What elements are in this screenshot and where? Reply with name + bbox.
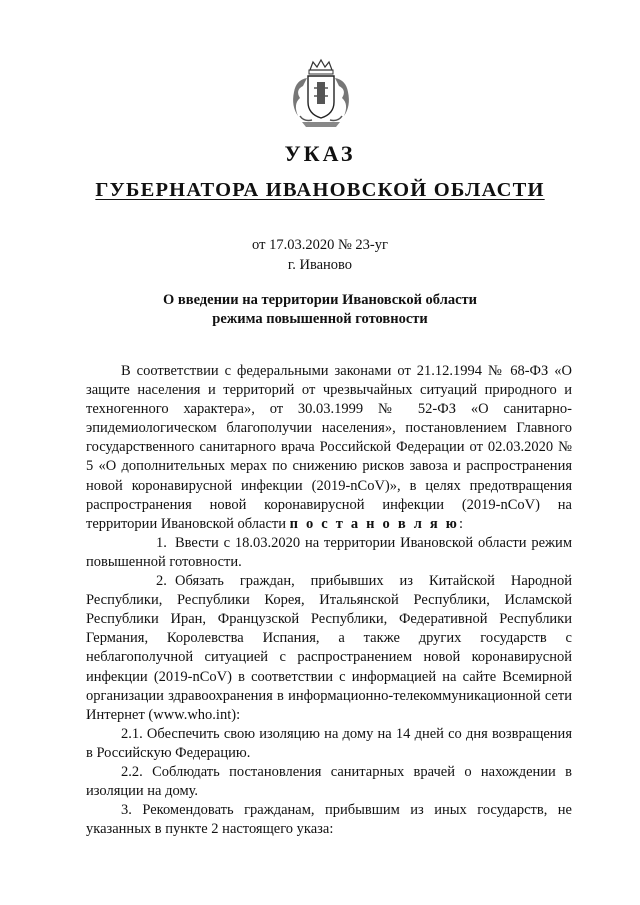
subject-line-1: О введении на территории Ивановской области <box>163 292 477 308</box>
item-1: 1. Ввести с 18.03.2020 на территории Ивановской области режим повышенной готовности. <box>86 534 572 570</box>
decree-word: п о с т а н о в л я ю <box>289 515 459 532</box>
document-type: УКАЗ <box>284 141 356 166</box>
date-number: от 17.03.2020 № 23-уг <box>252 237 388 253</box>
issuer-title: ГУБЕРНАТОРА ИВАНОВСКОЙ ОБЛАСТИ <box>95 179 545 201</box>
city: г. Иваново <box>287 257 353 273</box>
item-2-2: 2.2. Соблюдать постановления санитарных врачей о нахождении в изоляции на дому. <box>86 763 572 800</box>
document-body <box>86 362 572 839</box>
item-2-1: 2.1. Обеспечить свою изоляцию на дому на 14 дней со дня возвращения в Российскую Федерацию. <box>86 725 572 761</box>
preamble-paragraph: В соответствии с федеральными законами от 21.12.1994 № 68-ФЗ «О защите населения и территорий от чрезвычайных ситуаций природного и техногенного характера», от 30.03.1999 № 52-ФЗ «О санитарно-эпидемиологическом благополучии населения», постановлением Главного государственного санитарного врача Российской Федерации от 02.03.2020 № 5 «О дополнительных мерах по снижению рисков завоза и распространения новой коронавирусной инфекции (2019-nCoV)», в целях предотвращения распространения новой коронавирусной инфекции (2019-nCoV) на территории Ивановской области п о с т а н о в л я ю: <box>86 363 572 532</box>
item-3: 3. Рекомендовать гражданам, прибывшим из иных государств, не указанных в пункте 2 настоящего указа: <box>86 802 572 838</box>
item-2: 2. Обязать граждан, прибывших из Китайской Народной Республики, Республики Корея, Итальянской Республики, Исламской Республики Иран, Французской Республики, Федеративной Республики Германия, Королевства Испания, а также других государств с неблагополучной ситуацией с распространением новой коронавирусной инфекции (2019-nCoV) в соответствии с информацией на сайте Всемирной организации здравоохранения в информационно-телекоммуникационной сети Интернет (www.who.int): <box>86 573 572 723</box>
ivanovo-coat-of-arms-icon <box>288 58 354 130</box>
subject-line-2: режима повышенной готовности <box>212 311 428 327</box>
